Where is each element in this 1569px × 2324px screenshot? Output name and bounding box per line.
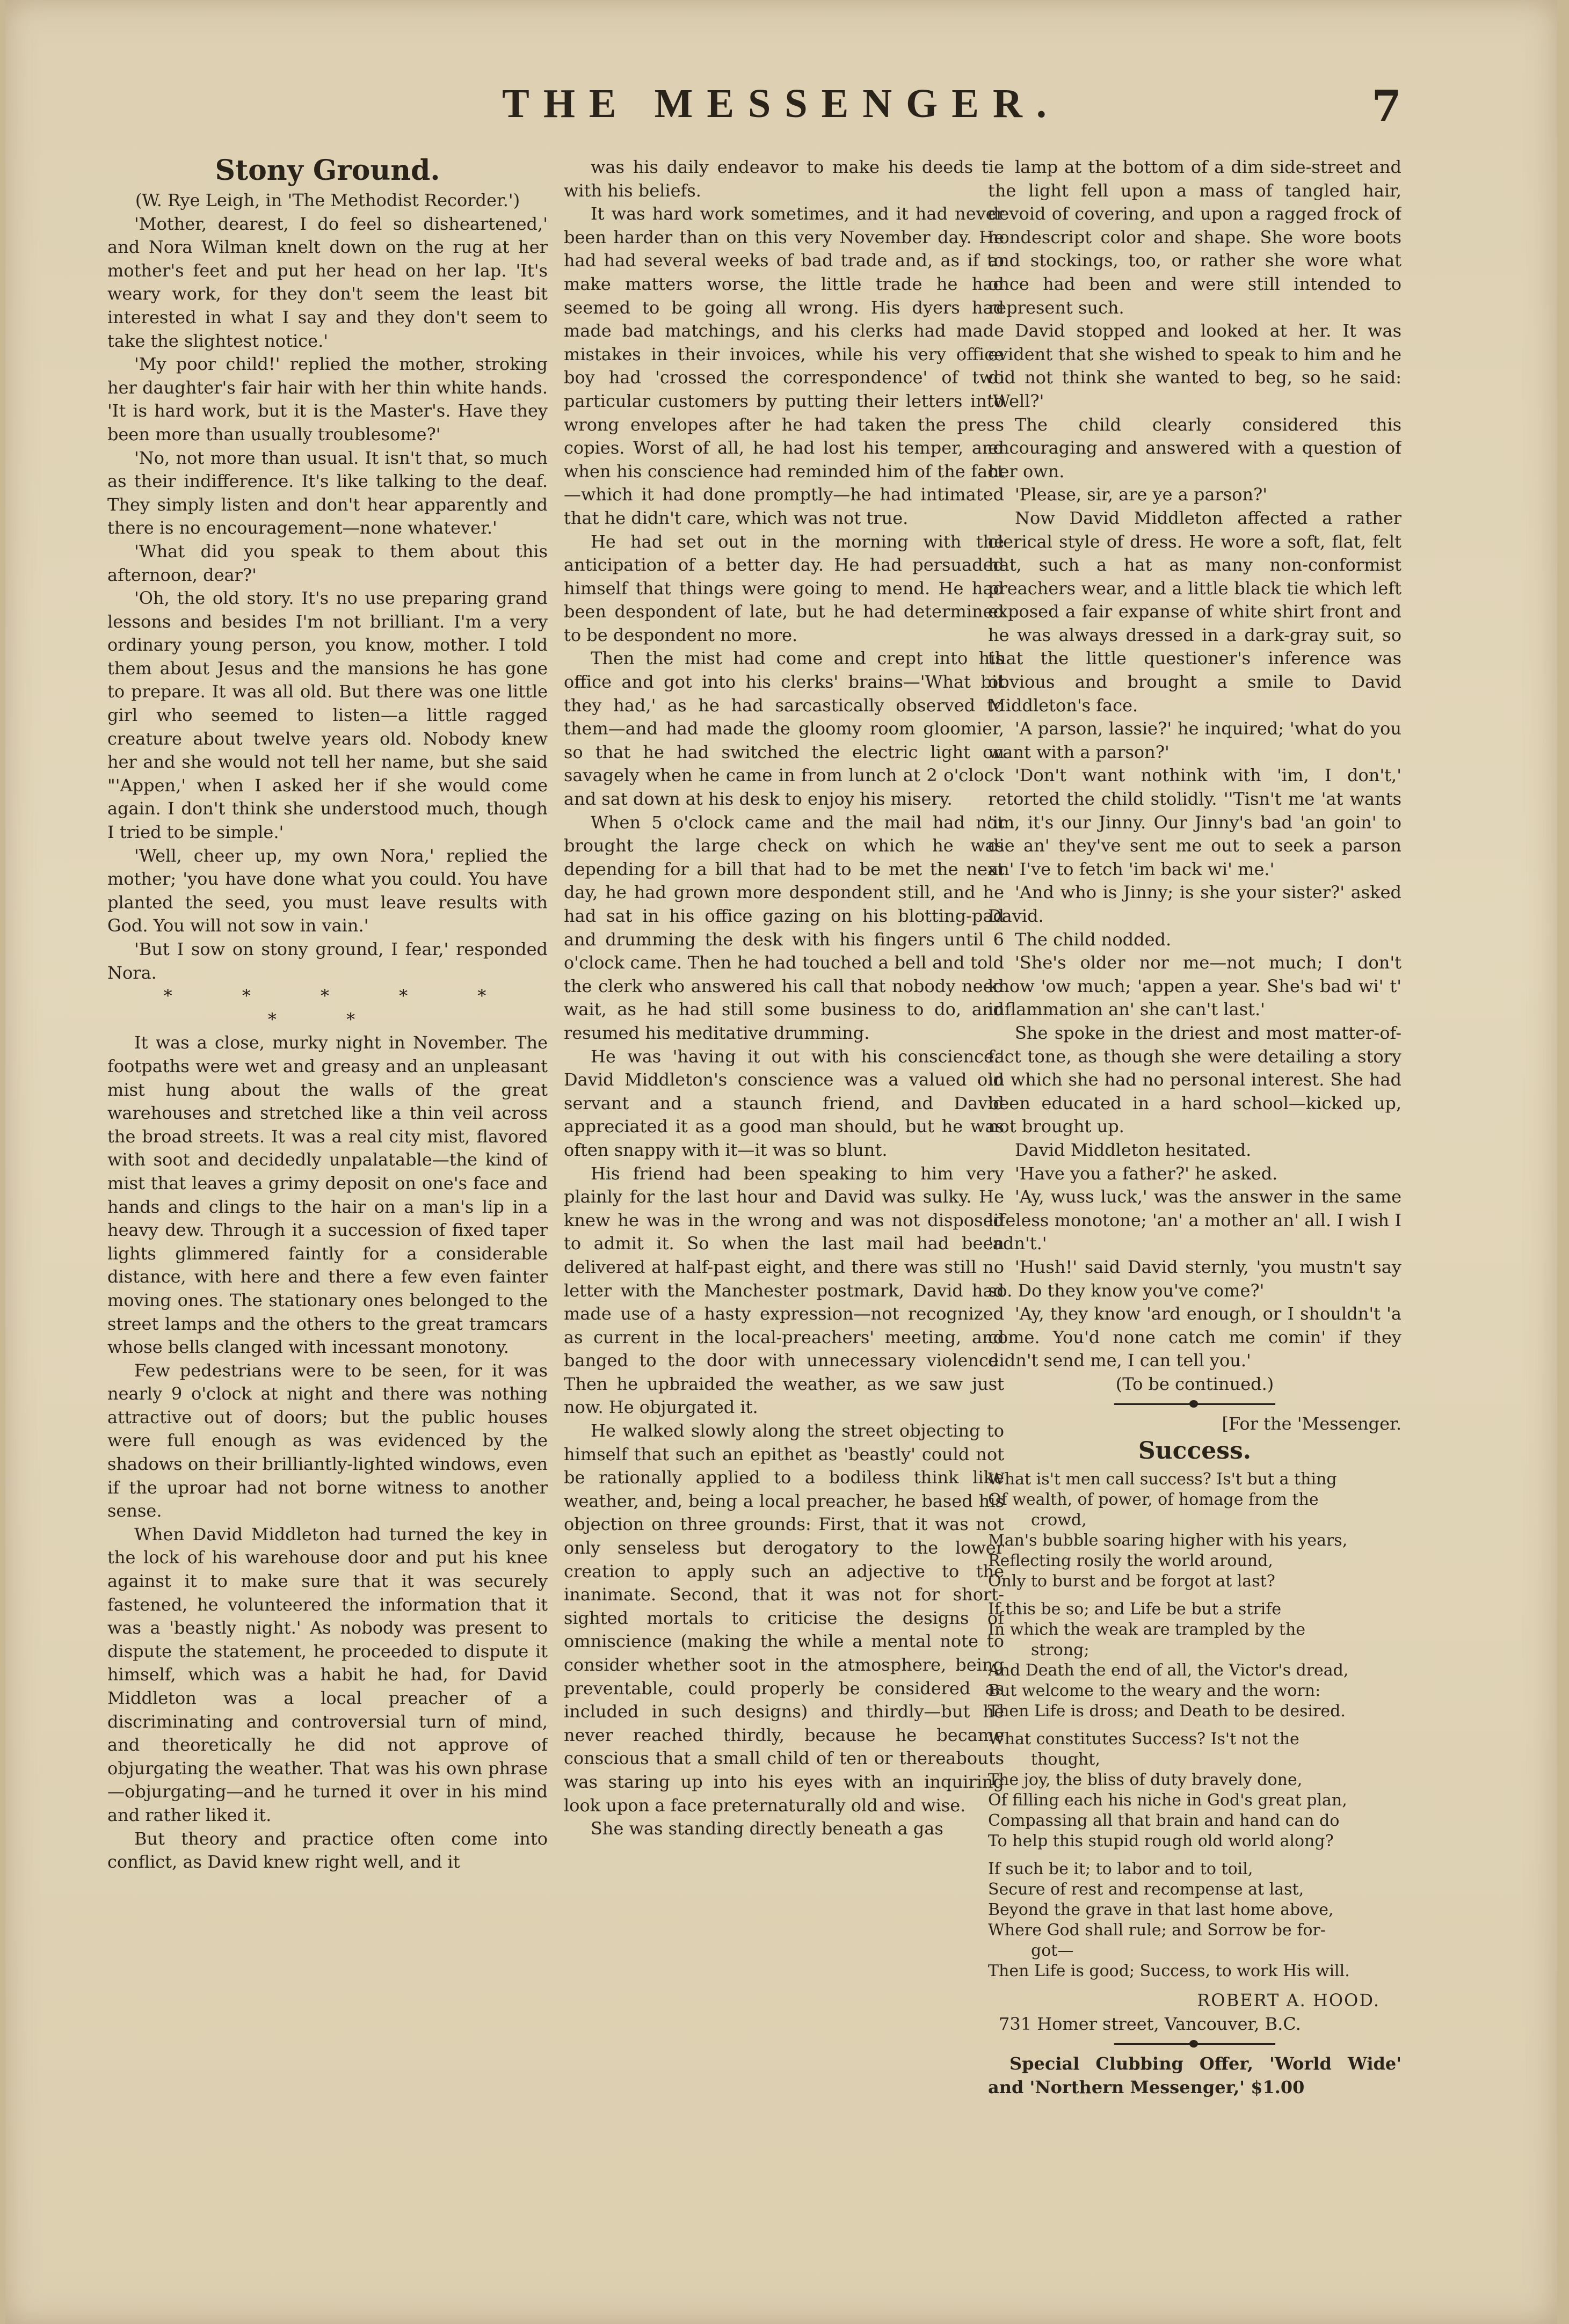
paragraph: 'She's older nor me—not much; I don't know 'ow much; 'appen a year. She's bad wi' t' inflammation an' she can't last.' xyxy=(988,952,1401,1020)
poem-line: If such be it; to labor and to toil, xyxy=(988,1860,1253,1879)
poem-line: What is't men call success? Is't but a thing xyxy=(988,1470,1337,1489)
paragraph: He had set out in the morning with the anticipation of a better day. He had persuaded himself that things were going to mend. He had been despondent of late, but he had determined to be despondent no more. xyxy=(564,531,1004,645)
paragraph: She was standing directly beneath a gas xyxy=(591,1818,943,1839)
paragraph: Few pedestrians were to be seen, for it was nearly 9 o'clock at night and there was nothing attractive out of doors; but the public houses were full enough as was evidenced by the shadows on their brilliantly-lighted windows, even if the uproar had not borne witness to another sense. xyxy=(107,1360,548,1521)
paragraph: His friend had been speaking to him very plainly for the last hour and David was sulky. He knew he was in the wrong and was not disposed to admit it. So when the last mail had been delivered at half-past eight, and there was still no letter with the Manchester postmark, David had made use of a hasty expression—not recognized as current in the local-preachers' meeting, and banged to the door with unnecessary violence. Then he upbraided the weather, as we saw just now. He objurgated it. xyxy=(564,1163,1004,1418)
paragraph: 'Ay, they know 'ard enough, or I shouldn't 'a come. You'd none catch me comin' if they didn't send me, I can tell you.' xyxy=(988,1303,1401,1371)
divider-rule-2 xyxy=(1114,2043,1275,2045)
paragraph: lamp at the bottom of a dim side-street and the light fell upon a mass of tangled hair, devoid of covering, and upon a ragged frock of nondescript color and shape. She wore boots and stockings, too, or rather she wore what once had been and were still intended to represent such. xyxy=(988,157,1401,318)
column-2-body xyxy=(564,156,1004,1841)
poem-line: thought, xyxy=(1031,1750,1100,1769)
poem-line: Compassing all that brain and hand can do xyxy=(988,1811,1340,1831)
poem-line: And Death the end of all, the Victor's dread, xyxy=(988,1661,1349,1680)
poem-line: Reflecting rosily the world around, xyxy=(988,1551,1273,1571)
paragraph: 'Ay, wuss luck,' was the answer in the same lifeless monotone; 'an' a mother an' all. I wish I 'adn't.' xyxy=(988,1186,1401,1254)
paragraph: David Middleton hesitated. xyxy=(1015,1139,1252,1160)
column-1-body-continued xyxy=(107,1031,548,1874)
poem-line: Only to burst and be forgot at last? xyxy=(988,1572,1275,1591)
poem-author: ROBERT A. HOOD. xyxy=(1197,1990,1380,2011)
paragraph: It was hard work sometimes, and it had never been harder than on this very November day. He had had several weeks of bad trade and, as if to make matters worse, the little trade he had seemed to be going all wrong. His dyers had made bad matchings, and his clerks had made mistakes in their invoices, while his very office boy had 'crossed the correspondence' of two particular customers by putting their letters into wrong envelopes after he had taken the press copies. Worst of all, he had lost his temper, and when his conscience had reminded him of the fact—which it had done promptly—he had intimated that he didn't care, which was not true. xyxy=(564,203,1004,528)
poem-title: Success. xyxy=(1138,1437,1252,1465)
paragraph: But theory and practice often come into conflict, as David knew right well, and it xyxy=(107,1828,548,1873)
paragraph: It was a close, murky night in November. The footpaths were wet and greasy and an unpleasant mist hung about the walls of the great warehouses and stretched like a thin veil across the broad streets. It was a real city mist, flavored with soot and decidedly unpalatable—the kind of mist that leaves a grimy deposit on one's face and hands and clings to the hair on a man's lip in a heavy dew. Through it a succession of fixed taper lights glimmered faintly for a considerable distance, with here and there a few even fainter moving ones. The stationary ones belonged to the street lamps and the others to the great tramcars whose bells clanged with incessant monotony. xyxy=(107,1032,548,1358)
paragraph: The child nodded. xyxy=(1015,929,1172,950)
paragraph: The child clearly considered this encouraging and answered with a question of her own. xyxy=(988,414,1401,482)
poem-line: What constitutes Success? Is't not the xyxy=(988,1730,1299,1749)
page-number: 7 xyxy=(1371,81,1401,131)
masthead-title: THE MESSENGER. xyxy=(502,81,1060,126)
divider-rule xyxy=(1114,1403,1275,1405)
column-1 xyxy=(107,156,548,2249)
paragraph: was his daily endeavor to make his deeds tie with his beliefs. xyxy=(564,157,1004,201)
paragraph: 'Have you a father?' he asked. xyxy=(1015,1163,1278,1184)
to-be-continued: (To be continued.) xyxy=(1115,1373,1274,1394)
poem-line: Beyond the grave in that last home above, xyxy=(988,1900,1334,1920)
poem-line: If this be so; and Life be but a strife xyxy=(988,1600,1282,1619)
poem-stanza xyxy=(988,1469,1401,1592)
paragraph: When 5 o'clock came and the mail had not brought the large check on which he was depending for a bill that had to be met the next day, he had grown more despondent still, and he had sat in his office gazing on his blotting-pad and drumming the desk with his fingers until 6 o'clock came. Then he had touched a bell and told the clerk who answered his call that nobody need wait, as he had still some business to do, and resumed his meditative drumming. xyxy=(564,812,1004,1043)
poem-line: But welcome to the weary and the worn: xyxy=(988,1681,1321,1701)
paragraph: He walked slowly along the street objecting to himself that such an epithet as 'beastly' could not be rationally applied to a bodiless think like weather, and, being a local preacher, he based his objection on three grounds: First, that it was not only senseless but derogatory to the lower creation to apply such an adjective to the inanimate. Second, that it was not for short-sighted mortals to criticise the designs of omniscience (making the while a mental note to consider whether soot in the atmosphere, being preventable, could properly be considered as included in such designs) and thirdly—but he never reached thirdly, because he became conscious that a small child of ten or thereabouts was staring up into his eyes with an inquiring look upon a face preternaturally old and wise. xyxy=(564,1420,1004,1816)
poem-line: Then Life is dross; and Death to be desired. xyxy=(988,1702,1346,1721)
masthead xyxy=(5,81,1557,140)
paragraph: 'And who is Jinny; is she your sister?' asked David. xyxy=(988,882,1401,926)
poem-line: Secure of rest and recompense at last, xyxy=(988,1880,1304,1899)
paragraph: 'What did you speak to them about this afternoon, dear?' xyxy=(107,541,548,585)
article-title: Stony Ground. xyxy=(215,156,440,187)
paragraph: He was 'having it out with his conscience.' David Middleton's conscience was a valued old servant and a staunch friend, and David appreciated it as a good man should, but he was often snappy with it—it was so blunt. xyxy=(564,1046,1004,1160)
paragraph: 'A parson, lassie?' he inquired; 'what do you want with a parson?' xyxy=(988,718,1401,762)
poem-line: To help this stupid rough old world along? xyxy=(988,1832,1334,1851)
poem-line: Man's bubble soaring higher with his years, xyxy=(988,1531,1348,1550)
poem-body xyxy=(988,1469,1401,1981)
section-divider: * * * * * * * xyxy=(163,986,519,1030)
article-byline: (W. Rye Leigh, in 'The Methodist Recorder.') xyxy=(135,190,520,210)
poem-line: Where God shall rule; and Sorrow be for- xyxy=(988,1921,1326,1940)
paragraph: David stopped and looked at her. It was evident that she wished to speak to him and he did not think she wanted to beg, so he said: 'Well?' xyxy=(988,320,1401,411)
paragraph: 'Well, cheer up, my own Nora,' replied the mother; 'you have done what you could. You have planted the seed, you must leave results with God. You will not sow in vain.' xyxy=(107,845,548,936)
column-3-body xyxy=(988,156,1401,1373)
poem-stanza xyxy=(988,1859,1401,1981)
paragraph: 'Hush!' said David sternly, 'you mustn't say so. Do they know you've come?' xyxy=(988,1256,1401,1301)
poem-line: crowd, xyxy=(1031,1511,1087,1530)
clubbing-offer: Special Clubbing Offer, 'World Wide' and 'Northern Messenger,' $1.00 xyxy=(988,2053,1401,2097)
poem-line: got— xyxy=(1031,1941,1074,1961)
poem-stanza xyxy=(988,1729,1401,1852)
paragraph: Now David Middleton affected a rather clerical style of dress. He wore a soft, flat, felt hat, such a hat as many non-conformist preachers wear, and a little black tie which left exposed a fair expanse of white shirt front and he was always dressed in a dark-gray suit, so that the little questioner's inference was obvious and brought a smile to David Middleton's face. xyxy=(988,507,1401,716)
poem-line: Then Life is good; Success, to work His will. xyxy=(988,1962,1350,1981)
paragraph: She spoke in the driest and most matter-of-fact tone, as though she were detailing a story in which she had no personal interest. She had been educated in a hard school—kicked up, not brought up. xyxy=(988,1022,1401,1137)
paragraph: 'Mother, dearest, I do feel so disheartened,' and Nora Wilman knelt down on the rug at her mother's feet and put her head on her lap. 'It's weary work, for they don't seem the least bit interested in what I say and they don't seem to take the slightest notice.' xyxy=(107,213,548,351)
paragraph: 'No, not more than usual. It isn't that, so much as their indifference. It's like talking to the deaf. They simply listen and don't hear apparently and there is no encouragement—none whatever.' xyxy=(107,447,548,538)
paragraph: When David Middleton had turned the key in the lock of his warehouse door and put his knee against it to make sure that it was securely fastened, he volunteered the information that it was a 'beastly night.' As nobody was present to dispute the statement, he proceeded to dispute it himself, which was a habit he had, for David Middleton was a local preacher of a discriminating and controversial turn of mind, and theoretically he did not approve of objurgating the weather. That was his own phrase—objurgating—and he turned it over in his mind and rather liked it. xyxy=(107,1524,548,1825)
column-3 xyxy=(988,156,1401,2249)
poem-address: 731 Homer street, Vancouver, B.C. xyxy=(999,2013,1301,2034)
paragraph: 'Please, sir, are ye a parson?' xyxy=(1015,484,1268,505)
poem-line: In which the weak are trampled by the xyxy=(988,1620,1306,1640)
paragraph: 'But I sow on stony ground, I fear,' responded Nora. xyxy=(107,939,548,983)
poem-credit: [For the 'Messenger. xyxy=(1222,1414,1401,1434)
poem-line: The joy, the bliss of duty bravely done, xyxy=(988,1771,1303,1790)
newspaper-page xyxy=(5,0,1557,2324)
poem-line: Of filling each his niche in God's great plan, xyxy=(988,1791,1347,1810)
poem-line: strong; xyxy=(1031,1641,1089,1660)
paragraph: 'My poor child!' replied the mother, stroking her daughter's fair hair with her thin white hands. 'It is hard work, but it is the Master's. Have they been more than usually troublesome?' xyxy=(107,354,548,445)
poem-line: Of wealth, of power, of homage from the xyxy=(988,1490,1319,1510)
poem-stanza xyxy=(988,1599,1401,1722)
column-1-body xyxy=(107,213,548,985)
paragraph: Then the mist had come and crept into his office and got into his clerks' brains—'What bit they had,' as he had sarcastically observed to them—and had made the gloomy room gloomier, so that he had switched the electric light on savagely when he came in from lunch at 2 o'clock and sat down at his desk to enjoy his misery. xyxy=(564,648,1004,810)
paragraph: 'Oh, the old story. It's no use preparing grand lessons and besides I'm not brilliant. I'm a very ordinary young person, you know, mother. I told them about Jesus and the mansions he has gone to prepare. It was all old. But there was one little girl who seemed to listen—a little ragged creature about twelve years old. Nobody knew her and she would not tell her name, but she said "'Appen,' when I asked her if she would come again. I don't think she understood much, though I tried to be simple.' xyxy=(107,588,548,843)
paragraph: 'Don't want nothink with 'im, I don't,' retorted the child stolidly. ''Tisn't me 'at wants 'im, it's our Jinny. Our Jinny's bad 'an goin' to die an' they've sent me out to seek a parson an' I've to fetch 'im back wi' me.' xyxy=(988,765,1401,879)
column-2 xyxy=(564,156,1004,2249)
